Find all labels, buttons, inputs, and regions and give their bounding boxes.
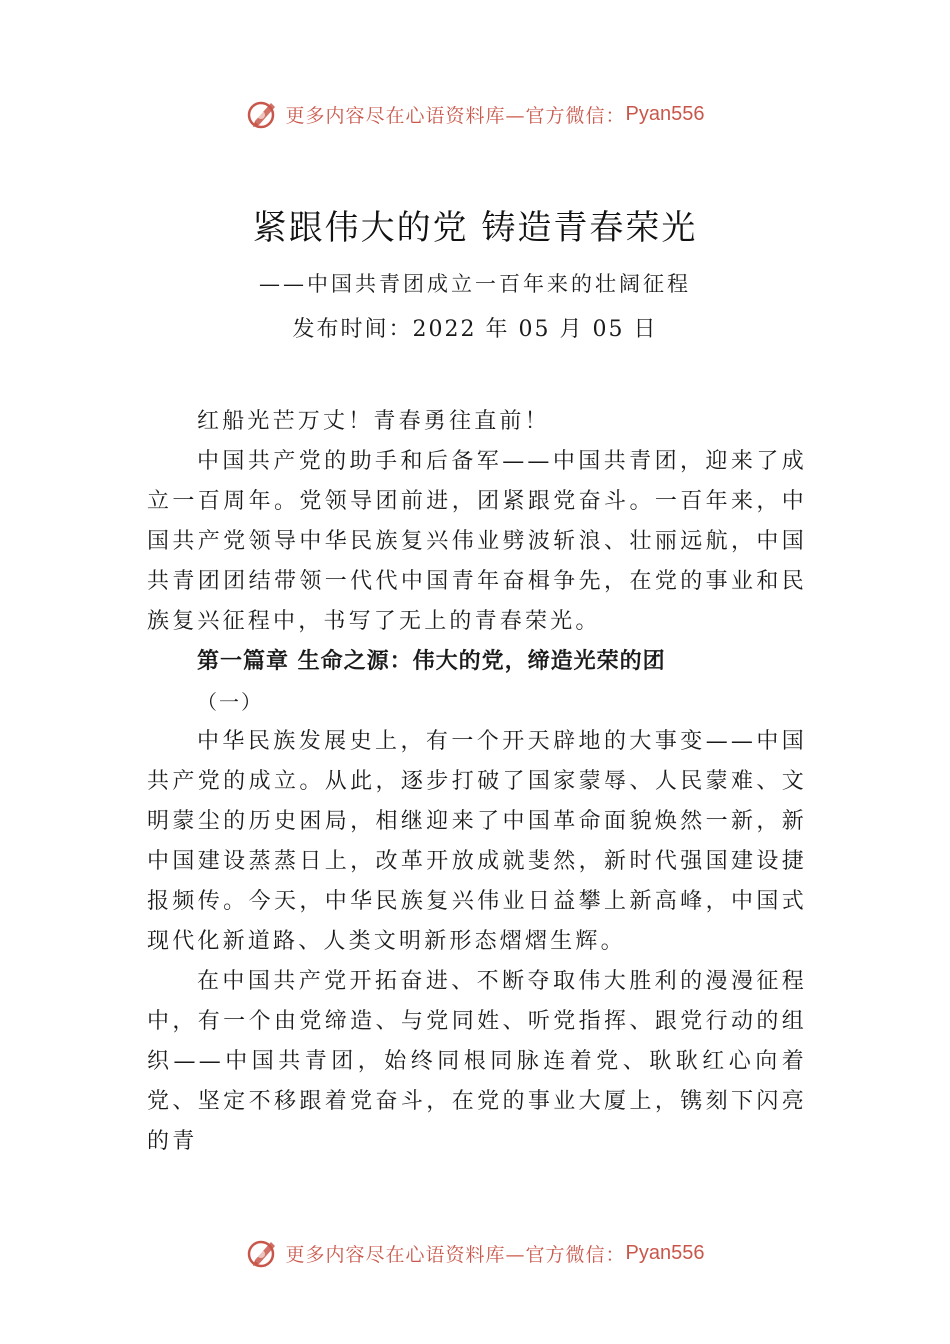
document-subtitle: ——中国共青团成立一百年来的壮阔征程 xyxy=(259,272,691,296)
publish-date: 发布时间：2022 年 05 月 05 日 xyxy=(292,317,658,342)
paragraph-intro: 中国共产党的助手和后备军——中国共青团，迎来了成立一百周年。党领导团前进，团紧跟党奋斗。一百年来，中国共产党领导中华民族复兴伟业劈波斩浪、壮丽远航，中国共青团团结带领一代代中国青年奋楫争先，在党的事业和民族复兴征程中，书写了无上的青春荣光。 xyxy=(147,449,807,634)
pen-nib-seal-icon xyxy=(246,97,280,131)
watermark-footer xyxy=(0,1233,950,1273)
section-number: （一） xyxy=(197,690,263,714)
pen-nib-seal-icon xyxy=(246,1236,280,1270)
watermark-wechat-id: Pyan556 xyxy=(625,102,705,125)
watermark-wechat-id: Pyan556 xyxy=(625,1241,705,1264)
watermark-header xyxy=(0,94,950,134)
paragraph-youth-league: 在中国共产党开拓奋进、不断夺取伟大胜利的漫漫征程中，有一个由党缔造、与党同姓、听党指挥、跟党行动的组织——中国共青团，始终同根同脉连着党、耿耿红心向着党、坚定不移跟着党奋斗，在党的事业大厦上，镌刻下闪亮的青 xyxy=(147,969,807,1154)
chapter-heading: 第一篇章 生命之源：伟大的党，缔造光荣的团 xyxy=(197,649,666,674)
document-body xyxy=(147,402,807,1162)
watermark-text: 更多内容尽在心语资料库—官方微信： xyxy=(285,1243,626,1266)
paragraph-history: 中华民族发展史上，有一个开天辟地的大事变——中国共产党的成立。从此，逐步打破了国家蒙辱、人民蒙难、文明蒙尘的历史困局，相继迎来了中国革命面貌焕然一新，新中国建设蒸蒸日上，改革开放成就斐然，新时代强国建设捷报频传。今天，中华民族复兴伟业日益攀上新高峰，中国式现代化新道路、人类文明新形态熠熠生辉。 xyxy=(147,729,807,954)
paragraph-slogan: 红船光芒万丈！青春勇往直前！ xyxy=(197,409,550,434)
document-title: 紧跟伟大的党 铸造青春荣光 xyxy=(252,208,698,248)
watermark-text: 更多内容尽在心语资料库—官方微信： xyxy=(285,104,626,127)
